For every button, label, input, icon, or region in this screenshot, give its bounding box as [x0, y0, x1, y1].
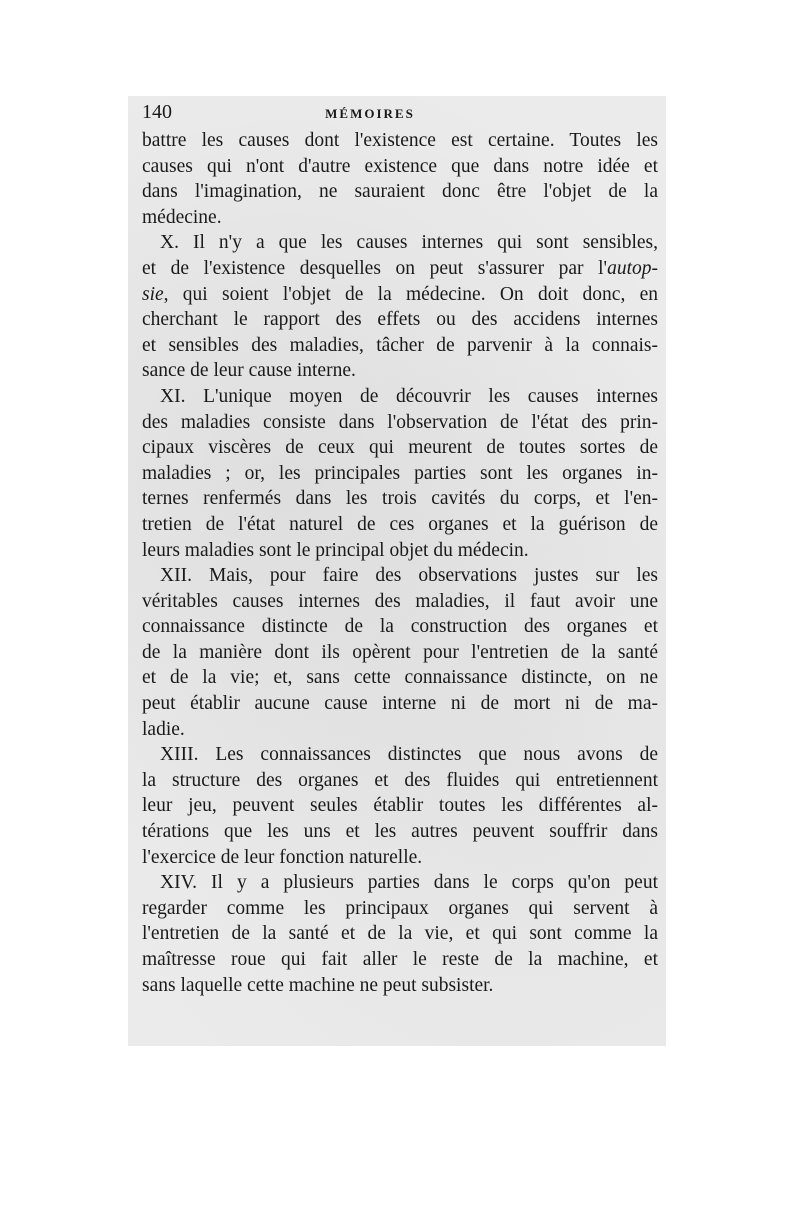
text-line: connaissance distincte de la construction des organes et [142, 616, 658, 638]
text-line: l'entretien de la santé et de la vie, et qui sont comme la [142, 923, 658, 945]
text-line: véritables causes internes des maladies, il faut avoir une [142, 590, 658, 612]
text-line: sance de leur cause interne. [142, 360, 356, 382]
paragraph-p14 [142, 870, 658, 998]
text-line: et de la vie; et, sans cette connaissance distincte, on ne [142, 667, 658, 689]
text-line: maîtresse roue qui fait aller le reste de la machine, et [142, 949, 658, 970]
text-line: de la manière dont ils opèrent pour l'entretien de la santé [142, 641, 658, 663]
text-line: XI. L'unique moyen de découvrir les causes internes [160, 385, 658, 407]
text-line: maladies ; or, les principales parties sont les organes in- [142, 462, 658, 484]
text-line: l'exercice de leur fonction naturelle. [142, 846, 423, 868]
paragraph-p10 [142, 230, 658, 384]
text-line: ladie. [142, 718, 185, 740]
text-line: XIV. Il y a plusieurs parties dans le corps qu'on peut [160, 872, 658, 894]
text-line: peut établir aucune cause interne ni de mort ni de ma- [142, 693, 658, 715]
text-line: médecine. [142, 206, 222, 228]
text-line: leurs maladies sont le principal objet du médecin. [142, 539, 529, 561]
paragraph-p11 [142, 384, 658, 563]
text-line: la structure des organes et des fluides qui entretiennent [142, 769, 658, 791]
text-line: cherchant le rapport des effets ou des accidens internes [142, 309, 658, 331]
text-line: regarder comme les principaux organes qui servent à [142, 897, 658, 919]
paragraph-p0 [142, 128, 658, 230]
text-line: causes qui n'ont d'autre existence que dans notre idée et [142, 155, 658, 177]
text-line: des maladies consiste dans l'observation de l'état des prin- [142, 411, 658, 433]
text-line: XIII. Les connaissances distinctes que nous avons de [160, 744, 658, 766]
page-header [142, 100, 658, 126]
text-line: sie, qui soient l'objet de la médecine. On doit donc, en [142, 283, 658, 305]
paragraph-p13 [142, 742, 658, 870]
text-line: sans laquelle cette machine ne peut subsister. [142, 974, 494, 996]
text-line: XII. Mais, pour faire des observations justes sur les [160, 565, 658, 587]
text-line: et sensibles des maladies, tâcher de parvenir à la connais- [142, 334, 658, 356]
text-line: cipaux viscères de ceux qui meurent de toutes sortes de [142, 437, 658, 459]
page-number: 140 [142, 101, 172, 123]
paragraph-p12 [142, 563, 658, 742]
text-line: térations que les uns et les autres peuvent souffrir dans [142, 821, 658, 843]
text-line: et de l'existence desquelles on peut s'assurer par l'autop- [142, 257, 658, 279]
page-text [142, 100, 658, 998]
running-head: MÉMOIRES [325, 106, 415, 121]
text-line: leur jeu, peuvent seules établir toutes les différentes al- [142, 795, 658, 817]
body-text [142, 128, 658, 998]
text-line: tretien de l'état naturel de ces organes et la guérison de [142, 513, 658, 535]
text-line: ternes renfermés dans les trois cavités du corps, et l'en- [142, 488, 658, 510]
text-line: X. Il n'y a que les causes internes qui sont sensibles, [160, 232, 658, 254]
text-line: dans l'imagination, ne sauraient donc être l'objet de la [142, 181, 658, 203]
text-line: battre les causes dont l'existence est certaine. Toutes les [142, 130, 658, 151]
